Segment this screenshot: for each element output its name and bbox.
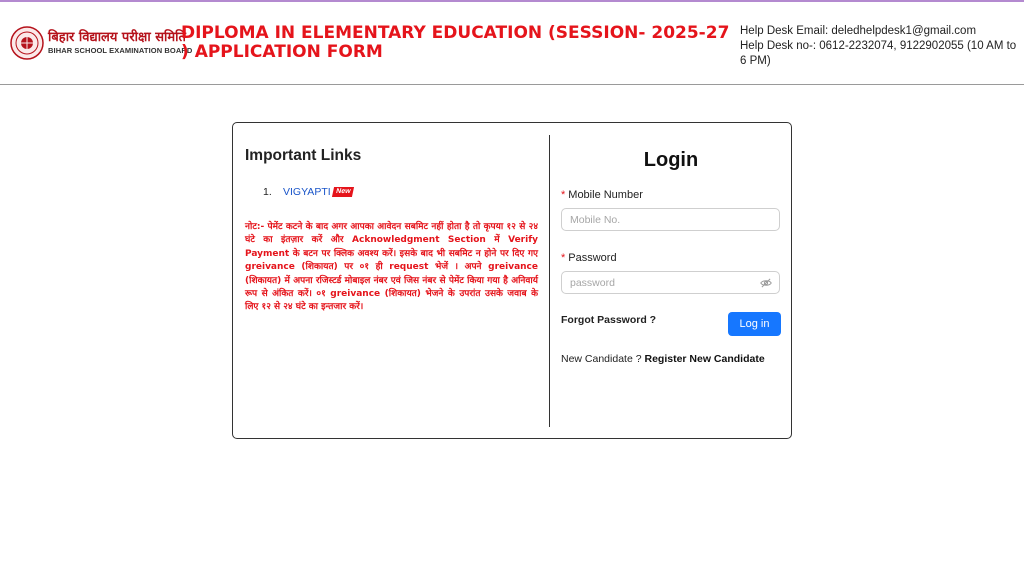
mobile-label-text: Mobile Number — [568, 189, 643, 201]
helpdesk-email: Help Desk Email: deledhelpdesk1@gmail.com — [740, 25, 977, 37]
important-links-title: Important Links — [245, 147, 362, 164]
login-title: Login — [643, 149, 699, 171]
logo-english-text: BIHAR SCHOOL EXAMINATION BOARD — [48, 46, 193, 55]
password-label — [561, 252, 617, 264]
important-links-list — [263, 186, 353, 198]
mobile-number-input[interactable] — [561, 208, 780, 231]
required-mark: * — [561, 252, 566, 264]
page-title: DIPLOMA IN ELEMENTARY EDUCATION (SESSION- 2025-27 ) APPLICATION FORM — [181, 23, 730, 62]
helpdesk-info — [740, 24, 1020, 69]
site-header — [0, 2, 1024, 85]
mobile-number-label — [561, 189, 643, 201]
register-new-candidate-link[interactable]: Register New Candidate — [644, 353, 765, 365]
vigyapti-link[interactable]: VIGYAPTI — [283, 186, 331, 198]
new-candidate-text: New Candidate ? — [561, 353, 642, 365]
required-mark: * — [561, 189, 566, 201]
list-item-number: 1. — [263, 186, 272, 198]
logo-hindi-text: बिहार विद्यालय परीक्षा समिति — [48, 30, 186, 45]
password-label-text: Password — [568, 252, 617, 264]
panel-divider — [549, 135, 550, 427]
forgot-password-link[interactable]: Forgot Password ? — [561, 314, 657, 326]
helpdesk-phone: Help Desk no-: 0612-2232074, 9122902055 (10 AM to 6 PM) — [740, 40, 1017, 67]
eye-slash-icon[interactable] — [760, 277, 772, 289]
main-card — [232, 122, 792, 439]
login-button[interactable]: Log in — [728, 312, 781, 336]
bseb-emblem-icon — [10, 26, 44, 60]
new-badge: New — [332, 187, 355, 197]
list-item — [263, 186, 353, 198]
payment-note: नोट:- पेमेंट कटने के बाद अगर आपका आवेदन सबमिट नहीं होता है तो कृपया १२ से २४ घंटे का इंतज़ार करें और Acknowledgment Section में Verify Payment के बटन पर क्लिक अवश्य करें। इसके बाद भी सबमिट न होने पर दिए गए greivance (शिकायत) पर ०१ ही request भेजें । अपने greivance (शिकायत) में अपना रजिस्टर्ड मोबाइल नंबर एवं जिस नंबर से पेमेंट किया गया है अनिवार्य रूप से अंकित करें। ०१ greivance (शिकायत) भेजने के उपरांत उसके जवाब के लिए १२ से २४ घंटे का इन्तजार करें। — [245, 222, 538, 313]
new-candidate-row — [561, 353, 765, 365]
password-input[interactable] — [561, 271, 780, 294]
